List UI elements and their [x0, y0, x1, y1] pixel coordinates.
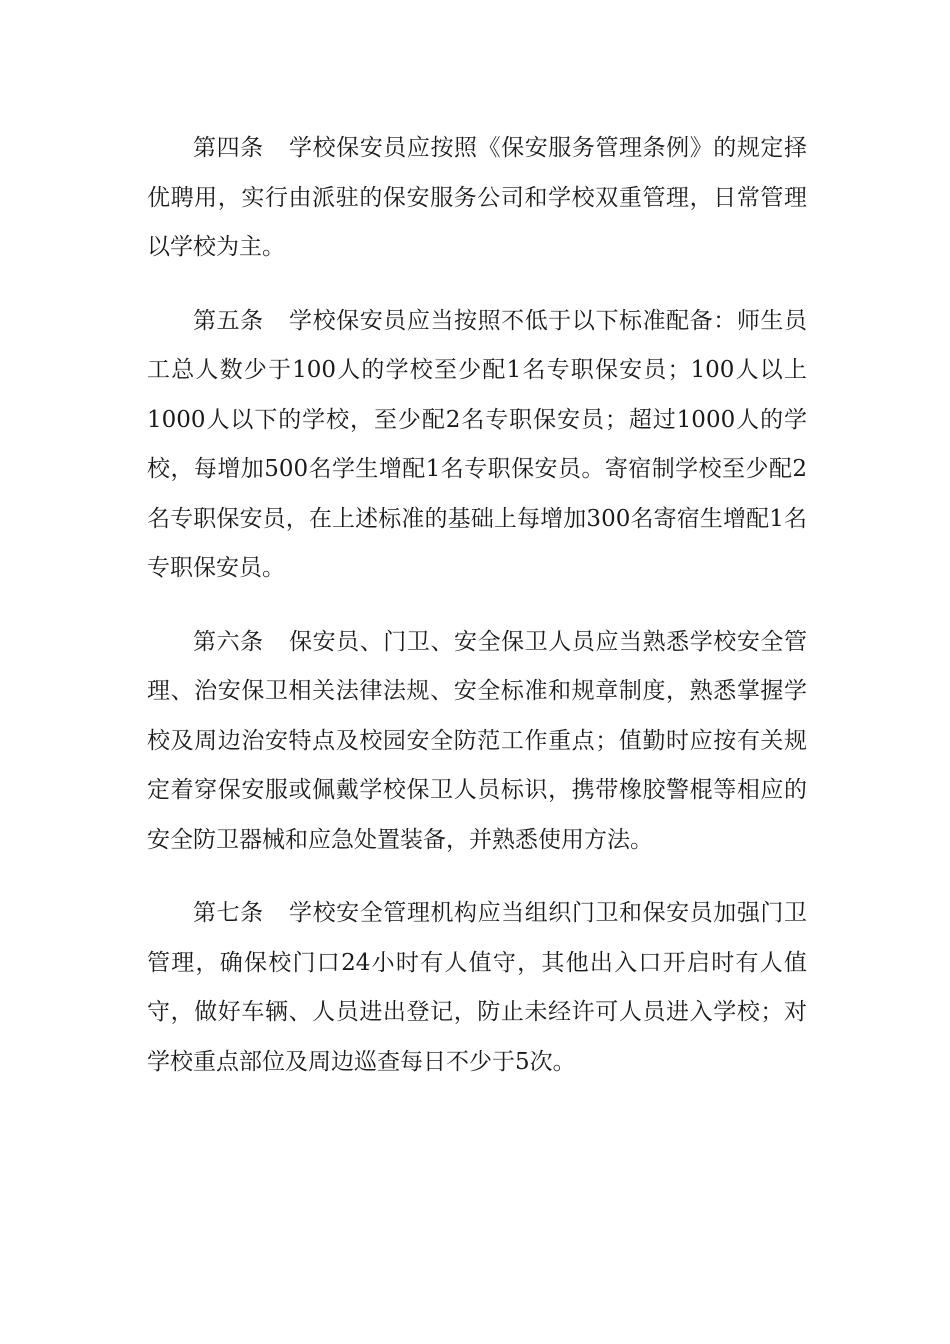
article-number: 第五条: [193, 307, 264, 334]
document-body: [147, 124, 807, 1111]
article-4: [147, 124, 807, 273]
article-number: 第七条: [193, 900, 264, 926]
article-6: [147, 618, 807, 866]
article-text: 保安员、门卫、安全保卫人员应当熟悉学校安全管理、治安保卫相关法律法规、安全标准和规章制度，熟悉掌握学校及周边治安特点及校园安全防范工作重点；值勤时应按有关规定着穿保安服或佩戴学校保卫人员标识，携带橡胶警棍等相应的安全防卫器械和应急处置装备，并熟悉使用方法。: [147, 628, 808, 853]
article-number: 第四条: [193, 135, 264, 161]
article-text: 学校安全管理机构应当组织门卫和保安员加强门卫管理，确保校门口24小时有人值守，其他出入口开启时有人值守，做好车辆、人员进出登记，防止未经许可人员进入学校；对学校重点部位及周边巡查每日不少于5次。: [147, 900, 808, 1075]
article-number: 第六条: [193, 628, 264, 655]
article-7: [147, 889, 807, 1087]
article-5: [147, 297, 807, 594]
article-text: 学校保安员应按照《保安服务管理条例》的规定择优聘用，实行由派驻的保安服务公司和学校双重管理，日常管理以学校为主。: [147, 135, 808, 260]
article-text: 学校保安员应当按照不低于以下标准配备：师生员工总人数少于100人的学校至少配1名专职保安员；100人以上1000人以下的学校，至少配2名专职保安员；超过1000人的学校，每增加500名学生增配1名专职保安员。寄宿制学校至少配2名专职保安员，在上述标准的基础上每增加300名寄宿生增配1名专职保安员。: [147, 307, 808, 581]
